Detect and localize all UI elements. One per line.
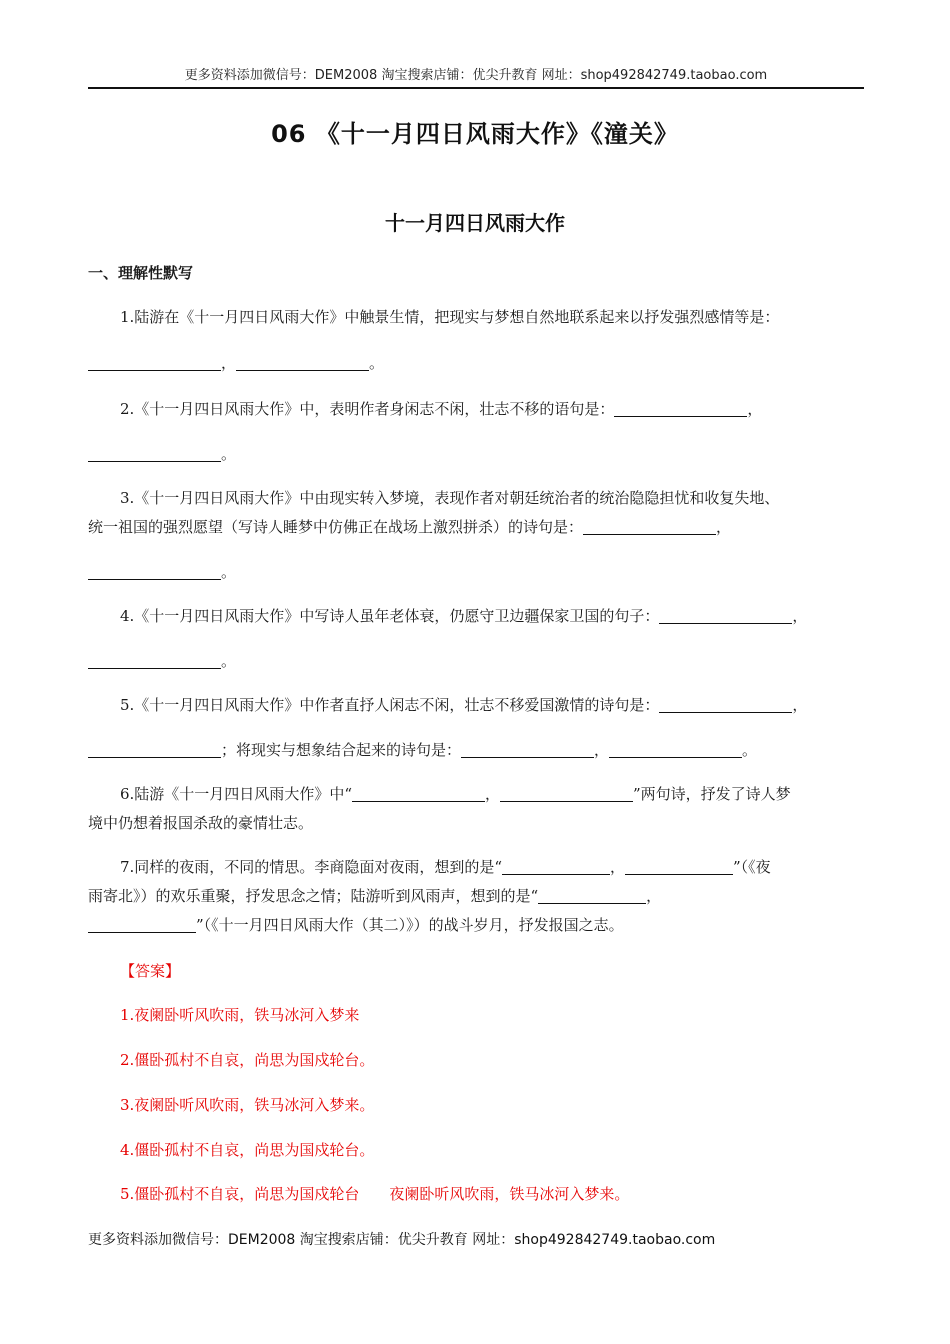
answer-blank <box>502 858 610 875</box>
page-title: 06 《十一月四日风雨大作》《潼关》 <box>271 120 679 148</box>
answer-blank <box>614 400 747 417</box>
answer-blank <box>500 785 633 802</box>
answer-blank <box>583 518 716 535</box>
question-1: 1.陆游在《十一月四日风雨大作》中触景生情，把现实与梦想自然地联系起来以抒发强烈感情等是： <box>120 308 780 326</box>
question-1-blanks: ， 。 <box>88 352 864 373</box>
answer-blank <box>625 858 733 875</box>
answer-blank <box>88 354 221 371</box>
question-6: 6.陆游《十一月四日风雨大作》中“ ， ”两句诗，抒发了诗人梦 <box>120 785 791 803</box>
answer-blank <box>88 916 196 933</box>
answer-blank <box>88 563 221 580</box>
question-7-line3: ”（《十一月四日风雨大作（其二）》）的战斗岁月，抒发报国之志。 <box>88 914 864 935</box>
question-3-blanks: 。 <box>88 561 864 582</box>
answer-blank <box>538 887 646 904</box>
answer-blank <box>609 741 742 758</box>
question-5-line2: ；将现实与想象结合起来的诗句是： ， 。 <box>88 739 864 760</box>
answer-item: 4.僵卧孤村不自哀，尚思为国戍轮台。 <box>120 1141 375 1159</box>
question-7-line2: 雨寄北》）的欢乐重聚，抒发思念之情；陆游听到风雨声，想到的是“ ， <box>88 887 662 905</box>
answer-item: 1.夜阑卧听风吹雨，铁马冰河入梦来 <box>120 1006 360 1024</box>
answer-blank <box>659 607 792 624</box>
question-7: 7.同样的夜雨，不同的情思。李商隐面对夜雨，想到的是“ ， ”（《夜 <box>120 858 771 876</box>
question-6-line2: 境中仍想着报国杀敌的豪情壮志。 <box>88 814 314 832</box>
poem-title: 十一月四日风雨大作 <box>385 211 565 235</box>
answer-blank <box>88 741 221 758</box>
question-4: 4.《十一月四日风雨大作》中写诗人虽年老体衰，仍愿守卫边疆保家卫国的句子： ， <box>120 607 808 625</box>
answer-item: 3.夜阑卧听风吹雨，铁马冰河入梦来。 <box>120 1096 375 1114</box>
answer-item: 5.僵卧孤村不自哀，尚思为国戍轮台 夜阑卧听风吹雨，铁马冰河入梦来。 <box>120 1185 630 1203</box>
question-3: 3.《十一月四日风雨大作》中由现实转入梦境，表现作者对朝廷统治者的统治隐隐担忧和收复失地、 <box>120 489 780 507</box>
answer-blank <box>236 354 369 371</box>
answer-blank <box>352 785 485 802</box>
answer-blank <box>88 652 221 669</box>
question-3-line2: 统一祖国的强烈愿望（写诗人睡梦中仿佛正在战场上激烈拼杀）的诗句是： ， <box>88 518 732 536</box>
answer-blank <box>461 741 594 758</box>
answer-blank <box>659 696 792 713</box>
page-footer: 更多资料添加微信号：DEM2008 淘宝搜索店铺：优尖升教育 网址：shop492842749.taobao.com <box>88 1232 716 1248</box>
answer-label: 【答案】 <box>120 962 181 980</box>
answer-item: 2.僵卧孤村不自哀，尚思为国戍轮台。 <box>120 1051 375 1069</box>
page-header: 更多资料添加微信号：DEM2008 淘宝搜索店铺：优尖升教育 网址：shop492842749.taobao.com <box>88 66 864 89</box>
question-2-blanks: 。 <box>88 443 864 464</box>
section-heading: 一、理解性默写 <box>88 264 194 282</box>
question-2: 2.《十一月四日风雨大作》中，表明作者身闲志不闲，壮志不移的语句是： ， <box>120 400 763 418</box>
question-5: 5.《十一月四日风雨大作》中作者直抒人闲志不闲，壮志不移爱国激情的诗句是： ， <box>120 696 808 714</box>
question-4-blanks: 。 <box>88 650 864 671</box>
answer-blank <box>88 445 221 462</box>
